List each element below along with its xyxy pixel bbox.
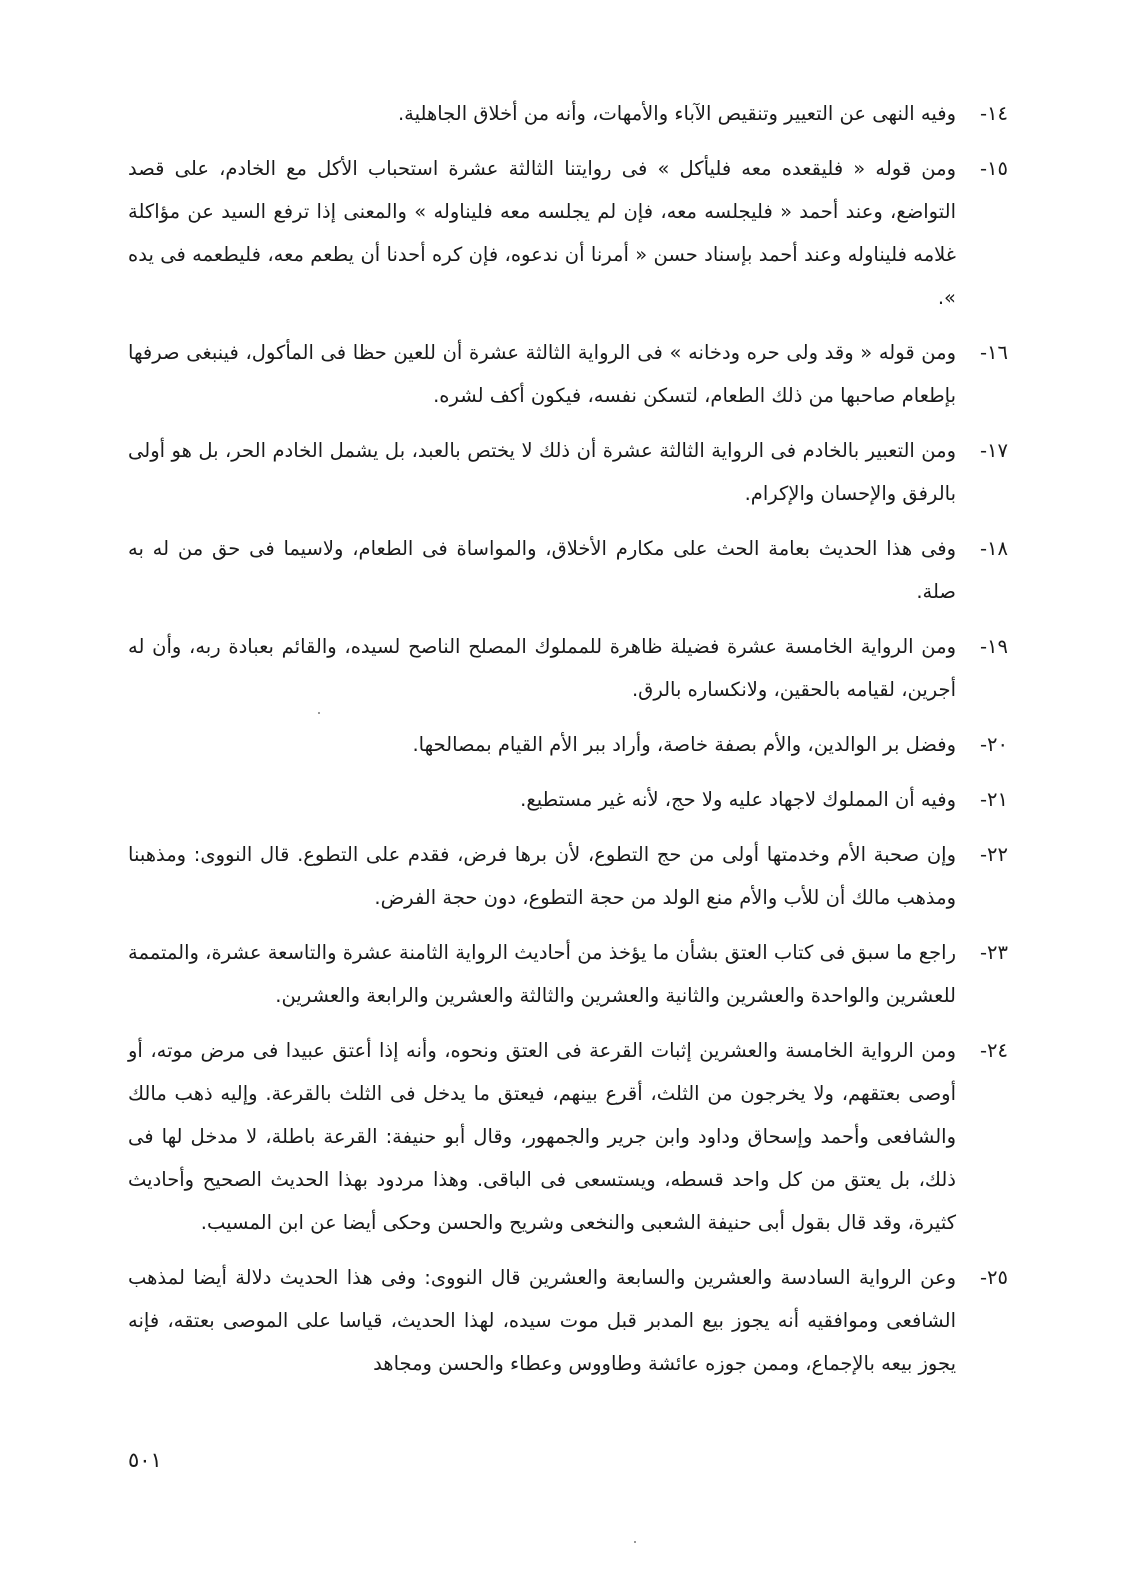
item-number: ١٩- <box>980 635 1008 658</box>
item-text: ومن الرواية الخامسة والعشرين إثبات القرعة فى العتق ونحوه، وأنه إذا أعتق عبيدا فى مرض موته، أو أوصى بعتقهم، ولا يخرجون من الثلث، أقرع بينهم، فيعتق ما يدخل فى الثلث بالقرعة. وإليه ذهب مالك والشافعى وأحمد وإسحاق وداود وابن جرير والجمهور، وقال أبو حنيفة: القرعة باطلة، لا مدخل لها فى ذلك، بل يعتق من كل واحد قسطه، ويستسعى فى الباقى. وهذا مردود بهذا الحديث الصحيح وأحاديث كثيرة، وقد قال بقول أبى حنيفة الشعبى والنخعى وشريح والحسن وحكى أيضا عن ابن المسيب. <box>128 1039 956 1234</box>
list-item <box>128 723 1008 766</box>
item-number: ١٥- <box>980 157 1008 180</box>
item-text: وفضل بر الوالدين، والأم بصفة خاصة، وأراد ببر الأم القيام بمصالحها. <box>412 733 956 756</box>
item-number: ٢٤- <box>980 1039 1008 1062</box>
scan-speck <box>318 712 320 714</box>
item-number: ٢٥- <box>980 1266 1008 1289</box>
item-text: ومن التعبير بالخادم فى الرواية الثالثة عشرة أن ذلك لا يختص بالعبد، بل يشمل الخادم الحر، بل هو أولى بالرفق والإحسان والإكرام. <box>128 439 956 505</box>
item-number: ٢٠- <box>980 733 1008 756</box>
list-item <box>128 92 1008 135</box>
item-text: وفى هذا الحديث بعامة الحث على مكارم الأخلاق، والمواساة فى الطعام، ولاسيما فى حق من له به صلة. <box>128 537 956 603</box>
list-item <box>128 429 1008 515</box>
list-item <box>128 1256 1008 1385</box>
list-item <box>128 833 1008 919</box>
list-item <box>128 625 1008 711</box>
item-text: ومن الرواية الخامسة عشرة فضيلة ظاهرة للمملوك المصلح الناصح لسيده، والقائم بعبادة ربه، وأن له أجرين، لقيامه بالحقين، ولانكساره بالرق. <box>128 635 956 701</box>
item-text: وفيه أن المملوك لاجهاد عليه ولا حج، لأنه غير مستطيع. <box>520 788 956 811</box>
item-number: ١٨- <box>980 537 1008 560</box>
page-number: ٥٠١ <box>128 1448 162 1472</box>
item-text: ومن قوله « فليقعده معه فليأكل » فى روايتنا الثالثة عشرة استحباب الأكل مع الخادم، على قصد التواضع، وعند أحمد « فليجلسه معه، فإن لم يجلسه معه فليناوله » والمعنى إذا ترفع السيد عن مؤاكلة غلامه فليناوله وعند أحمد بإسناد حسن « أمرنا أن ندعوه، فإن كره أحدنا أن يطعم معه، فليطعمه فى يده ». <box>128 157 956 309</box>
item-number: ٢٣- <box>980 941 1008 964</box>
scan-speck <box>634 1541 636 1543</box>
list-item <box>128 778 1008 821</box>
list-item <box>128 931 1008 1017</box>
item-text: ومن قوله « وقد ولى حره ودخانه » فى الرواية الثالثة عشرة أن للعين حظا فى المأكول، فينبغى صرفها بإطعام صاحبها من ذلك الطعام، لتسكن نفسه، فيكون أكف لشره. <box>128 341 956 407</box>
list-item <box>128 1029 1008 1244</box>
list-item <box>128 331 1008 417</box>
item-number: ٢٢- <box>980 843 1008 866</box>
item-text: وعن الرواية السادسة والعشرين والسابعة والعشرين قال النووى: وفى هذا الحديث دلالة أيضا لمذهب الشافعى وموافقيه أنه يجوز بيع المدبر قبل موت سيده، لهذا الحديث، قياسا على الموصى بعتقه، فإنه يجوز بيعه بالإجماع، وممن جوزه عائشة وطاووس وعطاء والحسن ومجاهد <box>128 1266 956 1375</box>
item-number: ٢١- <box>980 788 1008 811</box>
item-number: ١٧- <box>980 439 1008 462</box>
page-body <box>128 92 1008 1397</box>
item-number: ١٦- <box>980 341 1008 364</box>
list-item <box>128 527 1008 613</box>
item-text: وفيه النهى عن التعيير وتنقيص الآباء والأمهات، وأنه من أخلاق الجاهلية. <box>397 102 956 125</box>
item-text: راجع ما سبق فى كتاب العتق بشأن ما يؤخذ من أحاديث الرواية الثامنة عشرة والتاسعة عشرة، والمتممة للعشرين والواحدة والعشرين والثانية والعشرين والثالثة والعشرين والرابعة والعشرين. <box>128 941 956 1007</box>
list-item <box>128 147 1008 319</box>
item-text: وإن صحبة الأم وخدمتها أولى من حج التطوع، لأن برها فرض، فقدم على التطوع. قال النووى: ومذهبنا ومذهب مالك أن للأب والأم منع الولد من حجة التطوع، دون حجة الفرض. <box>128 843 956 909</box>
item-number: ١٤- <box>980 102 1008 125</box>
